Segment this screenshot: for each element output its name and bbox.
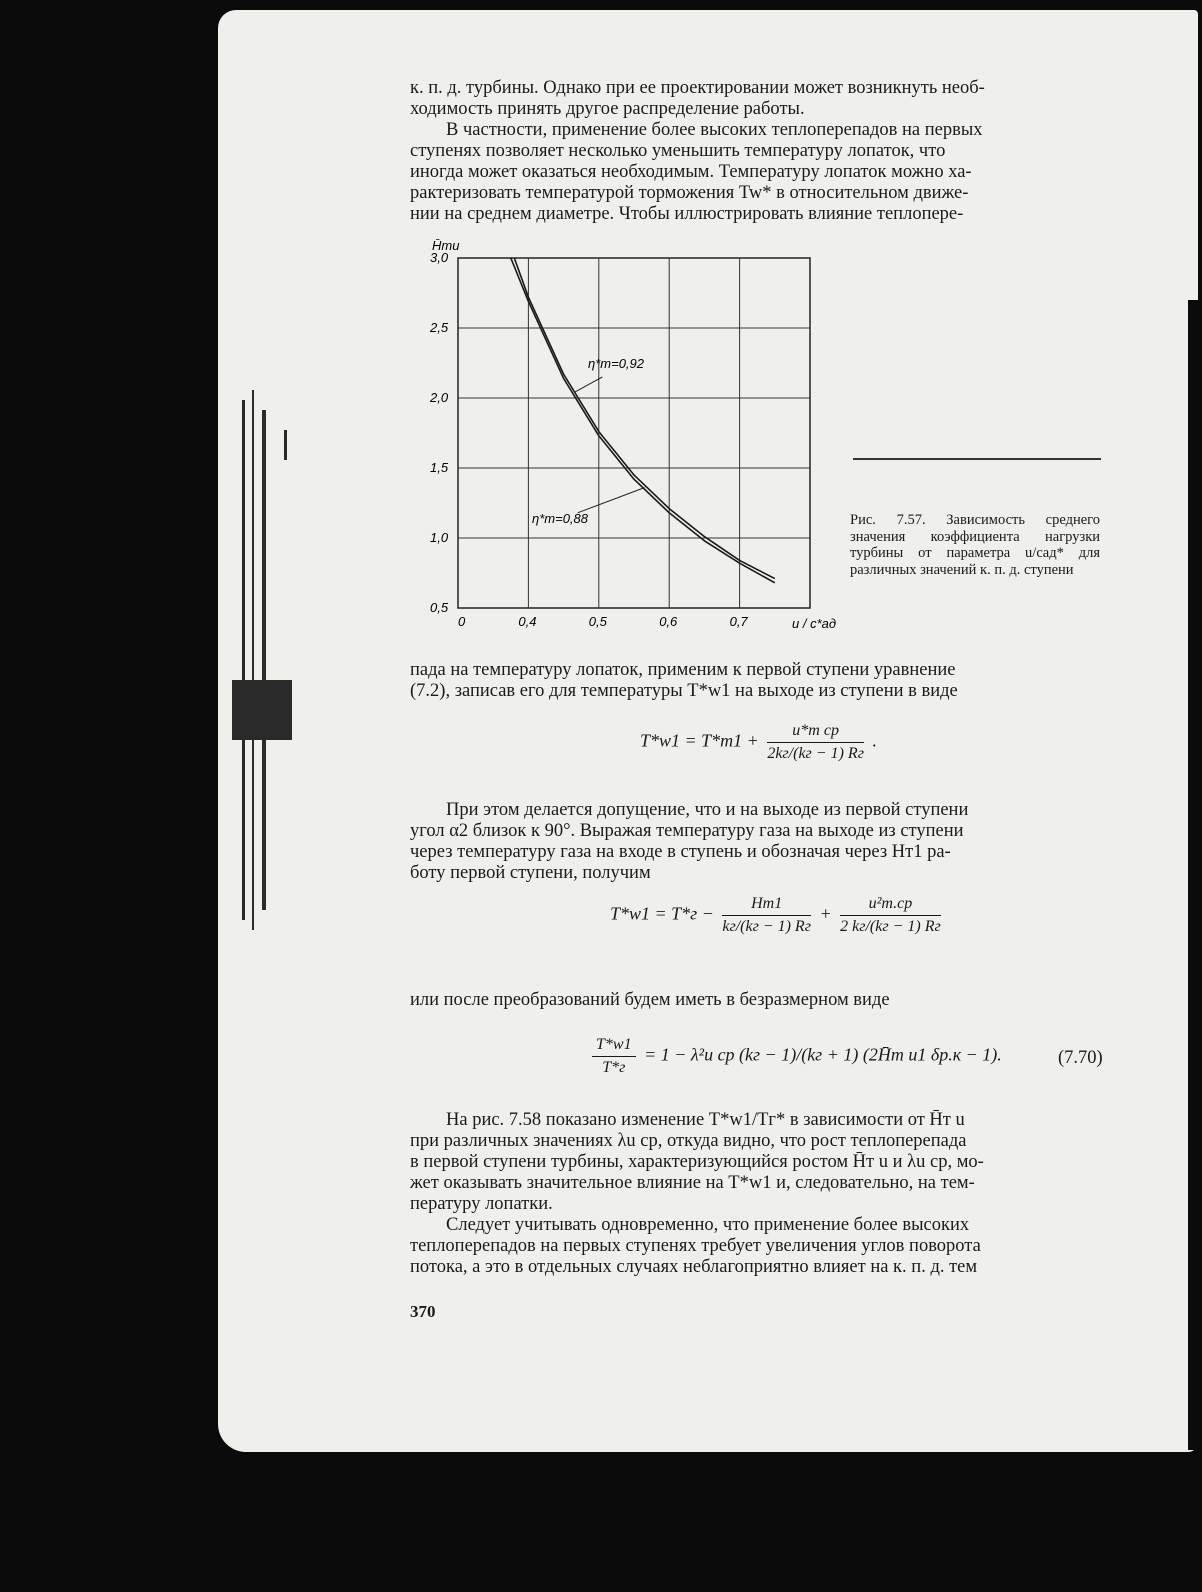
eq2-denominator-1: kг/(kг − 1) Rг [722,918,811,935]
text-line: иногда может оказаться необходимым. Температуру лопаток можно ха- [410,162,972,182]
text-line: При этом делается допущение, что и на выходе из первой ступени [446,800,969,820]
x-tick-label: 0,7 [729,614,748,629]
curve-eta-092 [514,258,775,579]
annotation-leader [578,488,645,513]
y-tick-label: 3,0 [430,250,449,265]
text-line: пературу лопатки. [410,1194,553,1214]
eq1-end: . [872,730,877,751]
y-tick-label: 1,0 [430,530,449,545]
eq1-left: T*w1 = T*т1 + [640,730,759,751]
figure-7-57-chart [420,230,840,642]
equation-3 [588,1036,1002,1077]
body-text-5 [410,990,1116,1011]
text-line: при различных значениях λu ср, откуда видно, что рост теплоперепада [410,1131,967,1151]
eq2-numerator-1: Hт1 [722,895,811,916]
text-line: пада на температуру лопаток, применим к первой ступени уравнение [410,660,956,680]
text-line: (7.2), записав его для температуры T*w1 на выходе из ступени в виде [410,681,958,701]
text-line: Следует учитывать одновременно, что применение более высоких [446,1215,970,1235]
body-text-6 [410,1110,1116,1278]
plot-frame [458,258,810,608]
annotation-leader [574,377,602,392]
scan-edge [1188,300,1202,1450]
y-tick-label: 0,5 [430,600,449,615]
body-text-3 [410,660,1116,702]
equation-number: (7.70) [1058,1048,1103,1068]
text-line: нии на среднем диаметре. Чтобы иллюстрировать влияние теплопере- [410,204,964,224]
text-line: рактеризовать температурой торможения Tw* в относительном движе- [410,183,969,203]
text-line: потока, а это в отдельных случаях неблагоприятно влияет на к. п. д. тем [410,1257,978,1277]
x-tick-label: 0 [458,614,466,629]
figure-caption: Рис. 7.57. Зависимость среднего значения коэффициента нагрузки турбины от параметра u/cад* для различных значений к. п. д. ступени [850,512,1100,578]
equation-2 [610,895,945,936]
text-line: боту первой ступени, получим [410,863,651,883]
curve-eta-088 [511,258,775,583]
annotation-088: η*т=0,88 [532,511,588,526]
chart-curves [511,258,775,583]
eq2-fraction-2 [840,895,941,936]
y-axis-label: H̄тu [432,238,460,253]
text-line: или после преобразований будем иметь в безразмерном виде [410,990,890,1010]
eq1-denominator: 2kг/(kг − 1) Rг [767,745,864,762]
text-line: В частности, применение более высоких теплоперепадов на первых [446,120,983,140]
y-tick-label: 2,0 [430,390,449,405]
y-tick-label: 1,5 [430,460,449,475]
chart-ticks [429,250,748,629]
eq1-fraction [767,722,864,763]
chart-grid [458,258,810,608]
caption-rule [853,458,1101,460]
text-line: к. п. д. турбины. Однако при ее проектировании может возникнуть необ- [410,78,985,98]
text-line: На рис. 7.58 показано изменение T*w1/Tг* в зависимости от H̄т u [446,1110,965,1130]
eq3-fraction [592,1036,636,1077]
eq3-denominator: T*г [602,1059,626,1076]
body-text-4 [410,800,1116,884]
x-tick-label: 0,5 [588,614,607,629]
x-axis-label: u / c*ад [792,616,837,631]
page-number: 370 [410,1302,436,1321]
scan-artifacts [232,390,302,950]
eq3-numerator: T*w1 [592,1036,636,1057]
text-line: ходимость принять другое распределение работы. [410,99,805,119]
x-tick-label: 0,6 [659,614,678,629]
eq2-denominator-2: 2 kг/(kг − 1) Rг [840,918,941,935]
eq3-rhs: = 1 − λ²u ср (kг − 1)/(kг + 1) (2H̄т u1 δр.к − 1). [644,1044,1002,1065]
x-tick-label: 0,4 [518,614,537,629]
eq2-plus: + [819,903,832,924]
annotation-092: η*т=0,92 [588,356,644,371]
intro-text [410,78,1116,225]
eq2-fraction-1 [722,895,811,936]
text-line: в первой ступени турбины, характеризующийся ростом H̄т u и λu ср, мо- [410,1152,984,1172]
eq1-numerator: u*т ср [767,722,864,743]
y-tick-label: 2,5 [430,320,449,335]
text-line: угол α2 близок к 90°. Выражая температуру газа на выходе из ступени [410,821,964,841]
equation-1 [640,722,877,763]
text-line: теплоперепадов на первых ступенях требует увеличения углов поворота [410,1236,981,1256]
text-line: ступенях позволяет несколько уменьшить температуру лопаток, что [410,141,946,161]
text-line: жет оказывать значительное влияние на T*w1 и, следовательно, на тем- [410,1173,975,1193]
eq2-left: T*w1 = T*г − [610,903,714,924]
text-line: через температуру газа на входе в ступень и обозначая через Hт1 ра- [410,842,951,862]
eq2-numerator-2: u²т.ср [840,895,941,916]
